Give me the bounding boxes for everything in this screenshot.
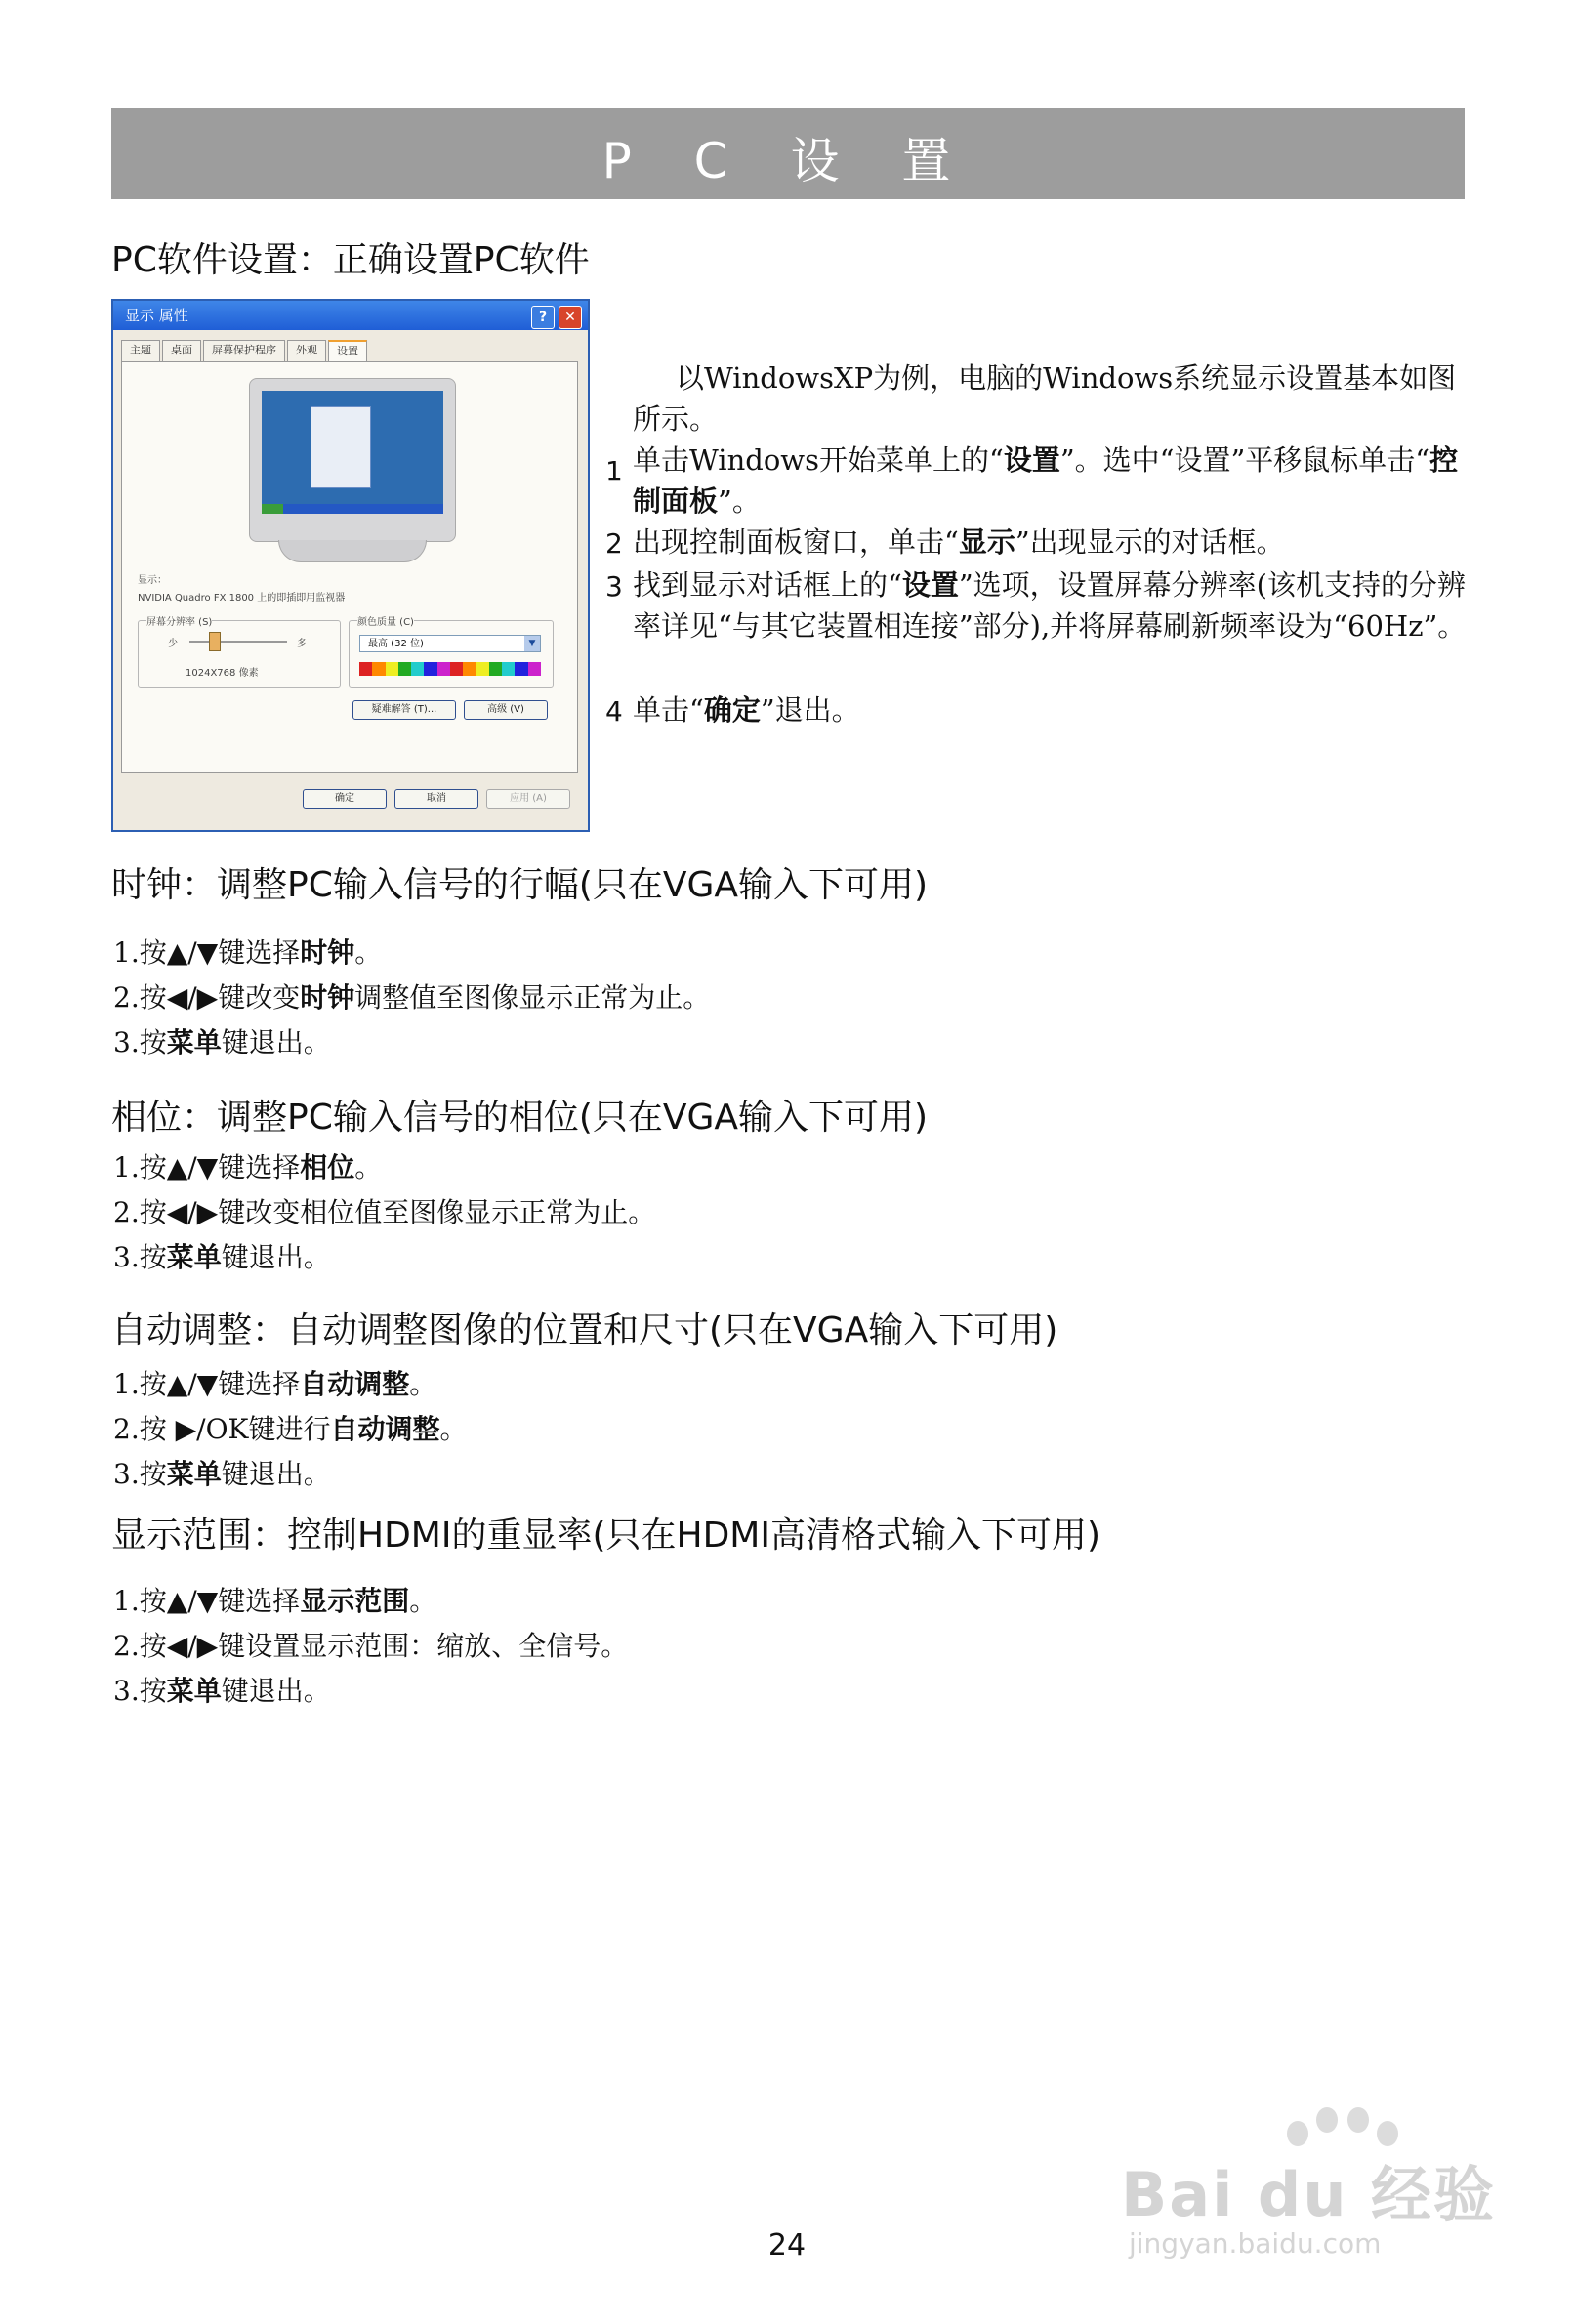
window-thumbnail: [311, 406, 371, 488]
page-number: 24: [767, 2228, 807, 2262]
step-3: 找到显示对话框上的“设置”选项，设置屏幕分辨率(该机支持的分辨率详见“与其它装置相连接”部分),并将屏幕刷新频率设为“60Hz”。: [633, 568, 1467, 643]
title-banner: [111, 108, 1465, 199]
display-value: NVIDIA Quadro FX 1800 上的即插即用监视器: [138, 593, 346, 603]
phase-step-2: 2.按◀/▶键改变相位值至图像显示正常为止。: [113, 1196, 656, 1228]
taskbar: [262, 504, 443, 514]
tab-settings: 设置: [328, 340, 367, 361]
paw-icon: [1316, 2107, 1338, 2133]
dialog-tabs: [121, 340, 369, 361]
resolution-value: 1024X768 像素: [186, 668, 259, 679]
ok-button: 确定: [303, 789, 387, 809]
resolution-more: 多: [297, 639, 307, 649]
range-step-3: 3.按菜单键退出。: [113, 1675, 331, 1707]
step-number: 2: [605, 527, 623, 560]
watermark-url: jingyan.baidu.com: [1129, 2227, 1382, 2260]
auto-step-1: 1.按▲/▼键选择自动调整。: [113, 1368, 437, 1400]
dialog-title: 显示 属性: [113, 301, 588, 330]
tab-desktop: 桌面: [162, 340, 201, 361]
auto-step-3: 3.按菜单键退出。: [113, 1458, 331, 1490]
auto-step-2: 2.按 ▶/OK键进行自动调整。: [113, 1413, 468, 1445]
phase-heading: 相位：调整PC输入信号的相位(只在VGA输入下可用): [111, 1098, 929, 1138]
paw-icon: [1377, 2121, 1398, 2146]
slider-thumb: [209, 632, 221, 651]
cancel-button: 取消: [394, 789, 478, 809]
clock-step-2: 2.按◀/▶键改变时钟调整值至图像显示正常为止。: [113, 981, 711, 1014]
page-title: P C 设 置: [601, 133, 974, 189]
clock-step-1: 1.按▲/▼键选择时钟。: [113, 936, 383, 969]
step-4: 单击“确定”退出。: [633, 693, 860, 726]
software-setting-heading: PC软件设置：正确设置PC软件: [111, 240, 590, 280]
tab-themes: 主题: [121, 340, 160, 361]
step-2: 出现控制面板窗口，单击“显示”出现显示的对话框。: [633, 525, 1285, 559]
watermark-logo: Bai du 经验: [1121, 2159, 1497, 2230]
troubleshoot-button: 疑难解答 (T)...: [352, 700, 456, 720]
baidu-watermark: [1121, 2146, 1496, 2260]
tab-appearance: 外观: [287, 340, 326, 361]
range-step-2: 2.按◀/▶键设置显示范围：缩放、全信号。: [113, 1630, 629, 1662]
advanced-button: 高级 (V): [464, 700, 548, 720]
monitor-screen: [262, 391, 443, 514]
step-number: 1: [605, 455, 623, 487]
chevron-down-icon: ▼: [524, 636, 540, 651]
range-step-1: 1.按▲/▼键选择显示范围。: [113, 1585, 437, 1617]
auto-adjust-heading: 自动调整：自动调整图像的位置和尺寸(只在VGA输入下可用): [111, 1310, 1058, 1350]
step-number: 3: [605, 570, 623, 602]
monitor-stand: [278, 540, 427, 562]
resolution-group: [138, 617, 341, 688]
display-label: 显示：: [138, 575, 167, 586]
phase-step-3: 3.按菜单键退出。: [113, 1241, 331, 1273]
phase-step-1: 1.按▲/▼键选择相位。: [113, 1151, 383, 1183]
monitor-icon: [249, 378, 456, 542]
color-bar: [359, 662, 541, 676]
close-icon: ✕: [559, 306, 582, 329]
settings-panel: [121, 361, 578, 773]
display-range-heading: 显示范围：控制HDMI的重显率(只在HDMI高清格式输入下可用): [111, 1515, 1101, 1556]
resolution-label: 屏幕分辨率 (S): [146, 613, 212, 628]
resolution-less: 少: [168, 639, 178, 649]
color-quality-value: 最高 (32 位): [368, 639, 424, 649]
apply-button: 应用 (A): [486, 789, 570, 809]
display-properties-dialog-image: [111, 299, 590, 832]
intro-paragraph: 以WindowsXP为例，电脑的Windows系统显示设置基本如图所示。: [633, 361, 1457, 436]
clock-heading: 时钟：调整PC输入信号的行幅(只在VGA输入下可用): [111, 865, 929, 905]
help-icon: ?: [531, 306, 555, 329]
clock-step-3: 3.按菜单键退出。: [113, 1026, 331, 1058]
resolution-slider: [189, 641, 287, 643]
tab-screensaver: 屏幕保护程序: [203, 340, 285, 361]
color-quality-group: [349, 617, 554, 688]
step-number: 4: [605, 695, 623, 727]
paw-icon: [1287, 2121, 1308, 2146]
step-1: 单击Windows开始菜单上的“设置”。选中“设置”平移鼠标单击“控制面板”。: [633, 443, 1459, 518]
paw-icon: [1347, 2107, 1369, 2133]
color-quality-select: [359, 635, 541, 652]
color-quality-label: 颜色质量 (C): [357, 613, 414, 628]
